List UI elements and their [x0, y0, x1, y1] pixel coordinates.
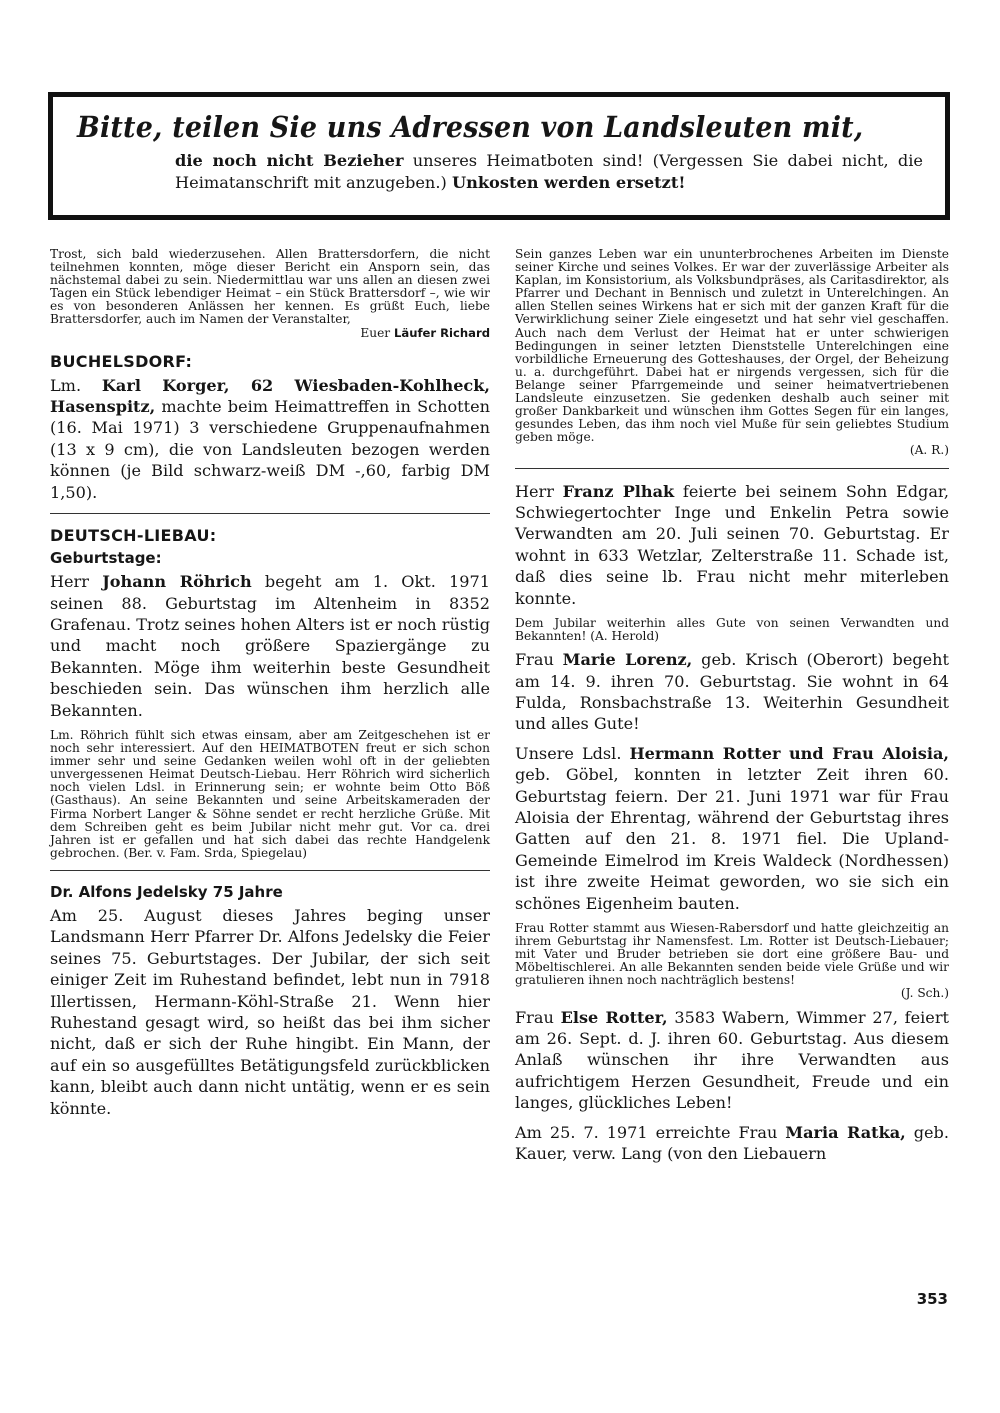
- divider: [50, 513, 490, 514]
- section-heading-deutsch-liebau: DEUTSCH-LIEBAU:: [50, 526, 217, 546]
- rotter-article: Unsere Ldsl. Hermann Rotter und Frau Aloisia, geb. Göbel, konnten in letzter Zeit ihren 60. Geburtstag feiern. Der 21. Juni 1971 war für Frau Aloisia der Ehrentag, während der Geburtstag ihres Gatten auf den 21. 8. 1971 fiel. Die Upland-Gemeinde Eimelrod im Kreis Waldeck (Nordhessen) ist ihre zweite Heimat geworden, wo sie sich ein schönes Eigenheim bauten.: [515, 743, 949, 913]
- author-initials: (J. Sch.): [900, 986, 949, 1001]
- jedelsky-heading: Dr. Alfons Jedelsky 75 Jahre: [50, 882, 283, 901]
- divider: [50, 870, 490, 871]
- brattersdorf-report-end: Trost, sich bald wiederzusehen. Allen Brattersdorfern, die nicht teilnehmen konnten, möge dieser Bericht ein Ansporn sein, das nächstemal dabei zu sein. Niedermittlau war uns allen an diesen zwei Tagen ein Stück lebendiger Heimat – ein Stück Brattersdorf –, wie wir es von besonderen Anlässen her kennen. Es grüßt Euch, liebe Brattersdorfer, auch im Namen der Veranstalter,: [50, 247, 490, 327]
- roehrich-note: Lm. Röhrich fühlt sich etwas einsam, aber am Zeitgeschehen ist er noch sehr interessiert. Auf den HEIMATBOTEN freut er sich schon immer sehr und seine Gedanken weilen wohl oft in der geliebten unvergessenen Heimat Deutsch-Liebau. Herr Röhrich wird sicherlich noch vielen Ldsl. in Erinnerung sein; er wohnte beim Otto Böß (Gasthaus). An seine Bekannten und seine Arbeitskameraden der Firma Norbert Langer & Söhne sendet er recht herzliche Grüße. Mit dem Schreiben geht es beim Jubilar nicht mehr gut. Vor ca. drei Jahren ist er gefallen und hat sich dabei das rechte Handgelenk gebrochen. (Ber. v. Fam. Srda, Spiegelau): [50, 727, 490, 860]
- person-name: Franz Plhak: [562, 481, 675, 501]
- jedelsky-article: Am 25. August dieses Jahres beging unser Landsmann Herr Pfarrer Dr. Alfons Jedelsky die Feier seines 75. Geburtstages. Der Jubilar, der sich seit einiger Zeit im Ruhestand befindet, lebt nun in 7918 Illertissen, Hermann-Köhl-Straße 21. Wenn hier Ruhestand gesagt wird, so heißt das bei ihm sicher nicht, daß er sich der Ruhe hingibt. Ein Mann, der auf ein so ausgefülltes Betätigungsfeld zurückblicken kann, bleibt auch dann nicht untätig, wenn er es sein könnte.: [50, 905, 490, 1118]
- person-name: Karl Korger, 62 Wiesbaden-Kohlheck, Hasenspitz,: [50, 375, 490, 417]
- signature-name: Läufer Richard: [394, 325, 490, 340]
- signature-prefix: Euer: [360, 325, 391, 340]
- lorenz-article: Frau Marie Lorenz, geb. Krisch (Oberort) begeht am 14. 9. ihren 70. Geburtstag. Sie wohnt in 64 Fulda, Ronsbachstraße 13. Weiterhin Gesundheit und alles Gute!: [515, 650, 950, 734]
- person-name: Johann Röhrich: [102, 572, 252, 592]
- subheading-birthdays: Geburtstage:: [50, 549, 162, 568]
- notice-bold-end: Unkosten werden ersetzt!: [451, 173, 686, 192]
- person-name: Maria Ratka,: [785, 1122, 906, 1142]
- person-name: Hermann Rotter und Frau Aloisia,: [629, 743, 949, 763]
- else-rotter-article: Frau Else Rotter, 3583 Wabern, Wimmer 27, feiert am 26. Sept. d. J. ihren 60. Geburtstag. Aus diesem Anlaß wünschen ihr ihre Verwandten aus aufrichtigem Herzen Gesundheit, Freude und ein langes, glückliches Leben!: [515, 1007, 949, 1113]
- jedelsky-continuation: Sein ganzes Leben war ein ununterbrochenes Arbeiten im Dienste seiner Kirche und seines Volkes. Er war der zuverlässige Arbeiter als Kaplan, im Konsistorium, als Volksbundpräses, als Caritasdirektor, als Pfarrer und Dechant in Bennisch und zuletzt in Unterelchingen. An allen Stellen seines Wirkens hat er sich mit der ganzen Kraft für die Verwirklichung seiner Ziele eingesetzt und hat sehr viel geschaffen. Auch nach dem Verlust der Heimat hat er unter schwierigen Bedingungen in seiner letzten Dienststelle Unterelchingen eine vorbildliche Erneuerung des Gotteshauses, der Orgel, der Beheizung u. a. durchgeführt. Dabei hat er nirgends vergessen, sich für die Belange seiner Pfarrgemeinde und seiner heimatvertriebenen Landsleute einzusetzen. Sie gedenken deshalb auch seiner mit großer Dankbarkeit und wünschen ihm Gottes Segen für ein langes, gesundes Leben, das ihm noch viel Muße für sein geliebtes Studium geben möge.: [515, 247, 949, 445]
- address-request-notice: [48, 92, 950, 220]
- ratka-article: Am 25. 7. 1971 erreichte Frau Maria Ratka, geb. Kauer, verw. Lang (von den Liebauern: [515, 1122, 949, 1163]
- roehrich-article: Herr Johann Röhrich begeht am 1. Okt. 1971 seinen 88. Geburtstag im Altenheim in 8352 Grafenau. Trotz seines hohen Alters ist er noch rüstig und macht noch größere Spaziergänge zu Bekannten. Möge ihm weiterhin beste Gesundheit beschieden sein. Das wünschen ihm herzlich alle Bekannten.: [50, 572, 490, 720]
- rotter-note: Frau Rotter stammt aus Wiesen-Rabersdorf und hatte gleichzeitig an ihrem Geburtstag ihr Namensfest. Lm. Rotter ist Deutsch-Liebauer; mit Vater und Bruder betrieben sie dort eine größere Bau- und Möbeltischlerei. An alle Bekannten senden beide viele Grüße und wir gratulieren ihnen noch nachträglich bestens!: [515, 921, 949, 988]
- section-heading-buchelsdorf: BUCHELSDORF:: [50, 351, 193, 371]
- buchelsdorf-article: Lm. Karl Korger, 62 Wiesbaden-Kohlheck, Hasenspitz, machte beim Heimattreffen in Schotten (16. Mai 1971) 3 verschiedene Gruppenaufnahmen (13 x 9 cm), die von Landsleuten bezogen werden können (je Bild schwarz-weiß DM -,60, farbig DM 1,50).: [50, 375, 490, 502]
- report-signature: [50, 327, 490, 340]
- notice-body: [77, 150, 923, 194]
- person-name: Marie Lorenz,: [562, 650, 693, 670]
- notice-text: unseres Heimatboten sind! (Vergessen Sie dabei nicht, die Heimatanschrift mit anzugeben.): [175, 151, 923, 192]
- notice-title: Bitte, teilen Sie uns Adressen von Landsleuten mit,: [77, 110, 864, 144]
- person-name: Else Rotter,: [560, 1007, 668, 1027]
- right-column: [515, 248, 949, 1172]
- author-initials: (A. R.): [909, 443, 949, 458]
- left-column: [50, 248, 490, 1127]
- notice-bold-lead: die noch nicht Bezieher: [175, 151, 404, 170]
- page-number: 353: [916, 1290, 948, 1308]
- plhak-article: Herr Franz Plhak feierte bei seinem Sohn Edgar, Schwiegertochter Inge und Enkelin Petra sowie Verwandten am 20. Juli seinen 70. Geburtstag. Er wohnt in 633 Wetzlar, Zelterstraße 11. Schade ist, daß dies seine lb. Frau nicht mehr miterleben konnte.: [515, 481, 949, 608]
- plhak-note: Dem Jubilar weiterhin alles Gute von seinen Verwandten und Bekannten! (A. Herold): [515, 615, 949, 644]
- divider: [515, 468, 949, 469]
